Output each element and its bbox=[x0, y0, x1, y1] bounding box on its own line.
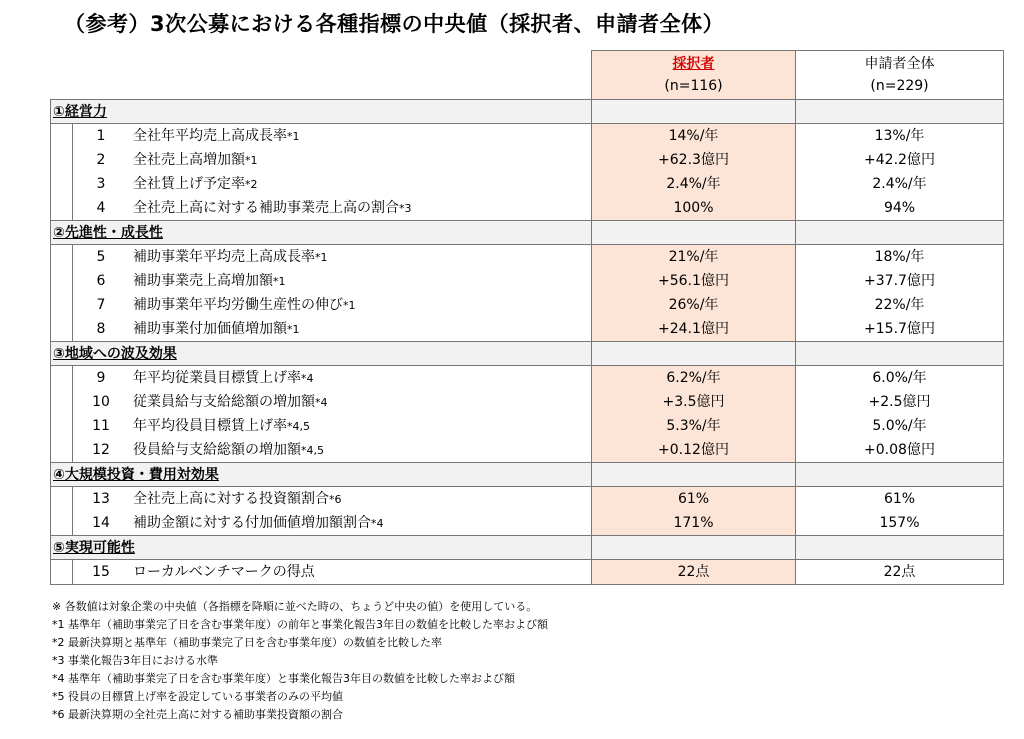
section-adopt-cell bbox=[592, 342, 796, 366]
table-row bbox=[51, 366, 1004, 391]
indicator-label bbox=[129, 150, 591, 171]
indicator-text: 役員給与支給総額の増加額 bbox=[133, 441, 301, 458]
indicator-text: 補助事業年平均売上高成長率 bbox=[133, 248, 315, 265]
table-row bbox=[51, 487, 1004, 512]
section-all-cell bbox=[796, 100, 1004, 124]
footnote-ref: *1 bbox=[287, 322, 300, 336]
section-all-cell bbox=[796, 463, 1004, 487]
indicator-cell bbox=[51, 148, 592, 172]
adopt-value: +0.12億円 bbox=[592, 438, 796, 463]
indicator-label bbox=[129, 489, 591, 510]
indicator-label bbox=[129, 174, 591, 195]
indicator-number: 13 bbox=[92, 491, 110, 507]
indicator-label bbox=[129, 295, 591, 316]
page-title: （参考）3次公募における各種指標の中央値（採択者、申請者全体） bbox=[64, 12, 725, 36]
table-row bbox=[51, 414, 1004, 438]
table-row bbox=[51, 390, 1004, 414]
all-value: +37.7億円 bbox=[796, 269, 1004, 293]
footnote-ref: *4 bbox=[315, 395, 328, 409]
header-adopt-count: (n=116) bbox=[664, 78, 723, 94]
table-row bbox=[51, 317, 1004, 342]
indent-spacer bbox=[51, 366, 73, 390]
indicator-label bbox=[129, 440, 591, 461]
adopt-value: 26%/年 bbox=[592, 293, 796, 317]
indicator-cell bbox=[51, 245, 592, 270]
indent-spacer bbox=[51, 511, 73, 535]
all-value: 22%/年 bbox=[796, 293, 1004, 317]
indent-spacer bbox=[51, 196, 73, 220]
footnote-line: *2 最新決算期と基準年（補助事業完了日を含む事業年度）の数値を比較した率 bbox=[52, 636, 442, 649]
indicator-label bbox=[129, 562, 591, 583]
indicator-number: 5 bbox=[96, 249, 106, 265]
all-value: 157% bbox=[796, 511, 1004, 536]
all-value: 22点 bbox=[796, 560, 1004, 585]
indicator-cell bbox=[51, 366, 592, 391]
table-row bbox=[51, 269, 1004, 293]
indicator-number: 14 bbox=[92, 515, 110, 531]
table-row bbox=[51, 560, 1004, 585]
footnote-line: *4 基準年（補助事業完了日を含む事業年度）と事業化報告3年目の数値を比較した率および額 bbox=[52, 672, 515, 685]
indicator-number: 7 bbox=[96, 297, 106, 313]
indicator-number: 10 bbox=[92, 394, 110, 410]
adopt-value: +24.1億円 bbox=[592, 317, 796, 342]
table-row bbox=[51, 148, 1004, 172]
adopt-value: 6.2%/年 bbox=[592, 366, 796, 391]
indent-spacer bbox=[51, 293, 73, 317]
indicator-label bbox=[129, 247, 591, 268]
table-row bbox=[51, 172, 1004, 196]
section-row bbox=[51, 463, 1004, 487]
adopt-value: 61% bbox=[592, 487, 796, 512]
indicator-cell bbox=[51, 317, 592, 342]
section-all-cell bbox=[796, 536, 1004, 560]
section-adopt-cell bbox=[592, 100, 796, 124]
footnote-ref: *1 bbox=[343, 298, 356, 312]
footnote-line: ※ 各数値は対象企業の中央値（各指標を降順に並べた時の、ちょうど中央の値）を使用している。 bbox=[52, 600, 538, 613]
indicator-label bbox=[129, 392, 591, 413]
indicator-label bbox=[129, 126, 591, 147]
indicator-cell bbox=[51, 414, 592, 438]
indicator-label bbox=[129, 319, 591, 340]
footnote-line: *5 役員の目標賃上げ率を設定している事業者のみの平均値 bbox=[52, 690, 343, 703]
indicator-number: 12 bbox=[92, 442, 110, 458]
footnote-ref: *4 bbox=[301, 371, 314, 385]
indicator-text: 補助事業年平均労働生産性の伸び bbox=[133, 296, 343, 313]
section-label: ③地域への波及効果 bbox=[51, 342, 592, 366]
section-label: ①経営力 bbox=[51, 100, 592, 124]
all-value: +0.08億円 bbox=[796, 438, 1004, 463]
adopt-value: 171% bbox=[592, 511, 796, 536]
header-all-count: (n=229) bbox=[870, 78, 929, 94]
adopt-value: +3.5億円 bbox=[592, 390, 796, 414]
indicator-cell bbox=[51, 511, 592, 536]
indicator-label bbox=[129, 513, 591, 534]
indicator-cell bbox=[51, 293, 592, 317]
indicator-number: 4 bbox=[96, 200, 106, 216]
indent-spacer bbox=[51, 414, 73, 438]
adopt-value: 100% bbox=[592, 196, 796, 221]
adopt-value: +62.3億円 bbox=[592, 148, 796, 172]
indicator-label bbox=[129, 271, 591, 292]
indent-spacer bbox=[51, 245, 73, 269]
section-row bbox=[51, 221, 1004, 245]
footnote-line: *1 基準年（補助事業完了日を含む事業年度）の前年と事業化報告3年目の数値を比較した率および額 bbox=[52, 618, 548, 631]
indicator-number: 1 bbox=[96, 128, 106, 144]
indicator-cell bbox=[51, 269, 592, 293]
section-label: ②先進性・成長性 bbox=[51, 221, 592, 245]
all-value: 18%/年 bbox=[796, 245, 1004, 270]
table-row bbox=[51, 196, 1004, 221]
footnote-ref: *1 bbox=[245, 153, 258, 167]
indicator-text: 補助事業付加価値増加額 bbox=[133, 320, 287, 337]
section-row bbox=[51, 536, 1004, 560]
footnote-ref: *3 bbox=[399, 201, 412, 215]
indicator-text: 全社売上高増加額 bbox=[133, 151, 245, 168]
indicator-number: 9 bbox=[96, 370, 106, 386]
header-blank-cell bbox=[51, 51, 592, 100]
table-row bbox=[51, 245, 1004, 270]
all-value: 13%/年 bbox=[796, 124, 1004, 149]
indicator-cell bbox=[51, 390, 592, 414]
indicator-number: 11 bbox=[92, 418, 110, 434]
indicator-cell bbox=[51, 172, 592, 196]
section-label: ⑤実現可能性 bbox=[51, 536, 592, 560]
adopt-value: 5.3%/年 bbox=[592, 414, 796, 438]
indent-spacer bbox=[51, 390, 73, 414]
indent-spacer bbox=[51, 269, 73, 293]
indicator-cell bbox=[51, 196, 592, 221]
indent-spacer bbox=[51, 438, 73, 462]
all-value: 94% bbox=[796, 196, 1004, 221]
section-adopt-cell bbox=[592, 221, 796, 245]
header-all-label: 申請者全体 bbox=[864, 56, 935, 72]
header-adopt-label: 採択者 bbox=[672, 56, 715, 72]
footnote-ref: *4,5 bbox=[301, 443, 324, 457]
section-row bbox=[51, 342, 1004, 366]
section-row bbox=[51, 100, 1004, 124]
indicator-text: 全社賃上げ予定率 bbox=[133, 175, 245, 192]
indicator-label bbox=[129, 198, 591, 219]
adopt-value: 21%/年 bbox=[592, 245, 796, 270]
indicator-cell bbox=[51, 487, 592, 512]
indicator-text: 補助事業売上高増加額 bbox=[133, 272, 273, 289]
footnote-ref: *1 bbox=[287, 129, 300, 143]
indicator-cell bbox=[51, 438, 592, 463]
indicator-text: 全社年平均売上高成長率 bbox=[133, 127, 287, 144]
footnote-ref: *1 bbox=[273, 274, 286, 288]
indicator-cell bbox=[51, 560, 592, 585]
all-value: 61% bbox=[796, 487, 1004, 512]
all-value: +2.5億円 bbox=[796, 390, 1004, 414]
indicator-text: 従業員給与支給総額の増加額 bbox=[133, 393, 315, 410]
indent-spacer bbox=[51, 124, 73, 148]
indent-spacer bbox=[51, 172, 73, 196]
header-all-cell bbox=[796, 51, 1004, 100]
all-value: +42.2億円 bbox=[796, 148, 1004, 172]
indicator-text: 補助金額に対する付加価値増加額割合 bbox=[133, 514, 371, 531]
adopt-value: 14%/年 bbox=[592, 124, 796, 149]
indent-spacer bbox=[51, 560, 73, 584]
section-label: ④大規模投資・費用対効果 bbox=[51, 463, 592, 487]
footnote-line: *6 最新決算期の全社売上高に対する補助事業投資額の割合 bbox=[52, 708, 343, 721]
indent-spacer bbox=[51, 148, 73, 172]
footnote-line: *3 事業化報告3年目における水準 bbox=[52, 654, 218, 667]
section-all-cell bbox=[796, 221, 1004, 245]
indicator-text: 年平均役員目標賃上げ率 bbox=[133, 417, 287, 434]
section-adopt-cell bbox=[592, 463, 796, 487]
section-adopt-cell bbox=[592, 536, 796, 560]
indicator-number: 3 bbox=[96, 176, 106, 192]
indicator-number: 8 bbox=[96, 321, 106, 337]
all-value: 6.0%/年 bbox=[796, 366, 1004, 391]
section-all-cell bbox=[796, 342, 1004, 366]
all-value: 5.0%/年 bbox=[796, 414, 1004, 438]
footnotes bbox=[52, 598, 548, 724]
footnote-ref: *6 bbox=[329, 492, 342, 506]
all-value: 2.4%/年 bbox=[796, 172, 1004, 196]
indicator-table bbox=[50, 50, 1004, 585]
footnote-ref: *1 bbox=[315, 250, 328, 264]
table-row bbox=[51, 438, 1004, 463]
header-adopt-cell bbox=[592, 51, 796, 100]
indent-spacer bbox=[51, 317, 73, 341]
table-header-row bbox=[51, 51, 1004, 100]
table-row bbox=[51, 511, 1004, 536]
all-value: +15.7億円 bbox=[796, 317, 1004, 342]
table-row bbox=[51, 293, 1004, 317]
indent-spacer bbox=[51, 487, 73, 511]
indicator-text: ローカルベンチマークの得点 bbox=[133, 563, 315, 580]
indicator-number: 2 bbox=[96, 152, 106, 168]
indicator-text: 全社売上高に対する投資額割合 bbox=[133, 490, 329, 507]
footnote-ref: *4,5 bbox=[287, 419, 310, 433]
indicator-label bbox=[129, 368, 591, 389]
adopt-value: 2.4%/年 bbox=[592, 172, 796, 196]
indicator-number: 6 bbox=[96, 273, 106, 289]
indicator-text: 年平均従業員目標賃上げ率 bbox=[133, 369, 301, 386]
indicator-text: 全社売上高に対する補助事業売上高の割合 bbox=[133, 199, 399, 216]
table-row bbox=[51, 124, 1004, 149]
indicator-number: 15 bbox=[92, 564, 110, 580]
adopt-value: 22点 bbox=[592, 560, 796, 585]
footnote-ref: *4 bbox=[371, 516, 384, 530]
adopt-value: +56.1億円 bbox=[592, 269, 796, 293]
footnote-ref: *2 bbox=[245, 177, 258, 191]
indicator-label bbox=[129, 416, 591, 437]
indicator-cell bbox=[51, 124, 592, 149]
